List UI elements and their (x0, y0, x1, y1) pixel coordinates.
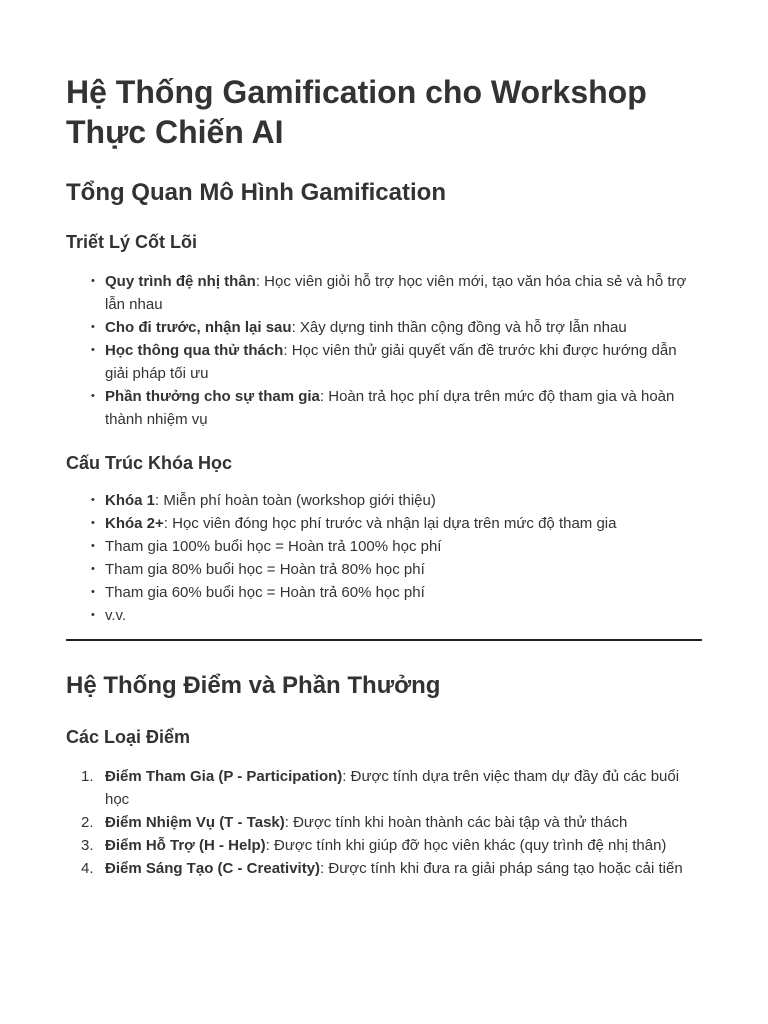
point-types-list (66, 765, 702, 880)
list-item (105, 604, 702, 627)
list-item (105, 270, 702, 316)
list-item-number: 2. (81, 814, 94, 831)
list-item (81, 765, 702, 811)
list-item-term: Học thông qua thử thách (105, 342, 284, 359)
list-item-term: Điểm Tham Gia (P - Participation) (105, 768, 343, 785)
structure-list (66, 489, 702, 627)
list-item-term: Phần thưởng cho sự tham gia (105, 388, 320, 405)
section-divider (66, 639, 702, 641)
section-heading-points: Hệ Thống Điểm và Phần Thưởng (66, 672, 441, 699)
list-item-text: : Học viên giỏi hỗ trợ học viên mới, tạo văn hóa chia sẻ và hỗ trợ lẫn nhau (105, 273, 687, 313)
list-item-text: : Hoàn trả học phí dựa trên mức độ tham gia và hoàn thành nhiệm vụ (105, 388, 675, 428)
list-item-number: 3. (81, 837, 94, 854)
list-item-text: : Được tính khi đưa ra giải pháp sáng tạo hoặc cải tiến (320, 860, 683, 877)
list-item (81, 834, 702, 857)
list-item-term: Điểm Sáng Tạo (C - Creativity) (105, 860, 321, 877)
list-item (105, 316, 702, 339)
list-item-term: Quy trình đệ nhị thân (105, 273, 256, 290)
list-item-text: Tham gia 80% buổi học = Hoàn trả 80% học phí (105, 561, 425, 578)
list-item (81, 857, 702, 880)
list-item-text: Tham gia 60% buổi học = Hoàn trả 60% học phí (105, 584, 425, 601)
list-item-text: Tham gia 100% buổi học = Hoàn trả 100% học phí (105, 538, 442, 555)
page-title: Hệ Thống Gamification cho Workshop Thực Chiến AI (66, 74, 647, 150)
list-item-term: Khóa 1 (105, 492, 156, 509)
subsection-heading-philosophy: Triết Lý Cốt Lõi (66, 232, 198, 252)
list-item (105, 581, 702, 604)
list-item-number: 1. (81, 768, 94, 785)
list-item-text: : Được tính khi hoàn thành các bài tập và thử thách (284, 814, 628, 831)
list-item-text: : Xây dựng tinh thần cộng đồng và hỗ trợ lẫn nhau (291, 319, 627, 336)
list-item-text: : Được tính dựa trên việc tham dự đầy đủ các buổi học (105, 768, 680, 808)
list-item-text: v.v. (105, 607, 127, 624)
list-item (105, 339, 702, 385)
list-item (105, 558, 702, 581)
list-item (81, 811, 702, 834)
section-heading-overview: Tổng Quan Mô Hình Gamification (66, 179, 446, 206)
list-item-text: : Học viên đóng học phí trước và nhận lại dựa trên mức độ tham gia (163, 515, 617, 532)
list-item-term: Cho đi trước, nhận lại sau (105, 319, 292, 336)
list-item-number: 4. (81, 860, 94, 877)
list-item (105, 385, 702, 431)
list-item (105, 489, 702, 512)
list-item-term: Khóa 2+ (105, 515, 164, 532)
list-item-text: : Miễn phí hoàn toàn (workshop giới thiệu) (155, 492, 436, 509)
list-item-term: Điểm Hỗ Trợ (H - Help) (105, 837, 266, 854)
list-item-text: : Học viên thử giải quyết vấn đề trước khi được hướng dẫn giải pháp tối ưu (105, 342, 677, 382)
subsection-heading-point-types: Các Loại Điểm (66, 727, 191, 747)
list-item (105, 535, 702, 558)
list-item (105, 512, 702, 535)
list-item-text: : Được tính khi giúp đỡ học viên khác (quy trình đệ nhị thân) (265, 837, 667, 854)
list-item-term: Điểm Nhiệm Vụ (T - Task) (105, 814, 285, 831)
subsection-heading-structure: Cấu Trúc Khóa Học (66, 453, 233, 473)
philosophy-list (66, 270, 702, 431)
